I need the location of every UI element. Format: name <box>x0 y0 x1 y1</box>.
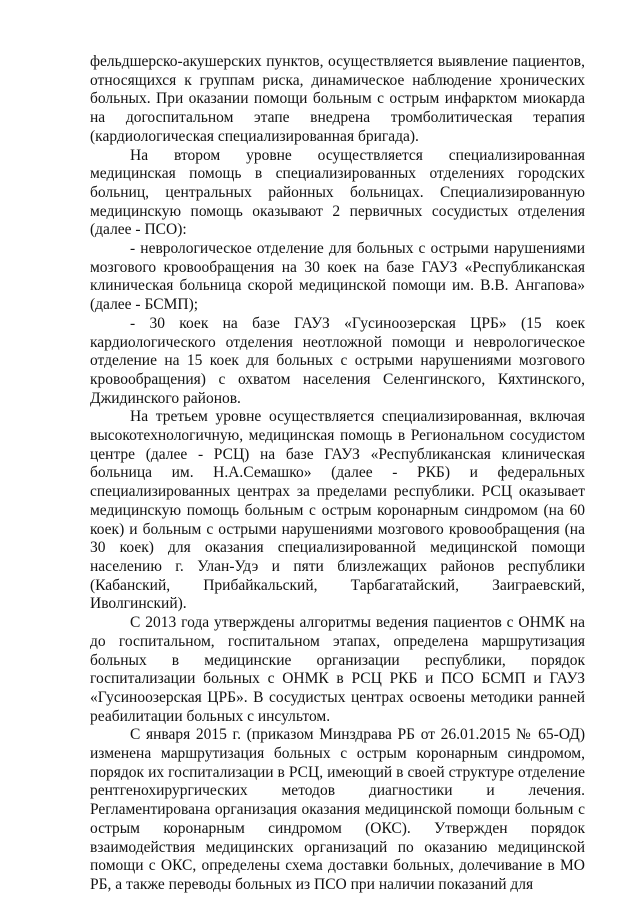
paragraph-oks-routing: С января 2015 г. (приказом Минздрава РБ от 26.01.2015 № 65-ОД) изменена маршрутизация больных с острым коронарным синдромом, порядок их госпитализации в РСЦ, имеющий в своей структуре отделение рентгенохирургических методов диагностики и лечения. Регламентирована организация оказания медицинской помощи больным с острым коронарным синдромом (ОКС). Утвержден порядок взаимодействия медицинских организаций по оказанию медицинской помощи с ОКС, определены схема доставки больных, долечивание в МО РБ, а также переводы больных из ПСО при наличии показаний для <box>90 726 585 893</box>
document-body <box>90 53 585 895</box>
list-item-gusinoozersk-crb: - 30 коек на базе ГАУЗ «Гусиноозерская ЦРБ» (15 коек кардиологического отделения неотложной помощи и неврологическое отделение на 15 коек для больных с острыми нарушениями мозгового кровообращения) с охватом населения Селенгинского, Кяхтинского, Джидинского районов. <box>90 314 585 407</box>
paragraph-fap-continuation: фельдшерско-акушерских пунктов, осуществляется выявление пациентов, относящихся к группам риска, динамическое наблюдение хронических больных. При оказании помощи больным с острым инфарктом миокарда на догоспитальном этапе внедрена тромболитическая терапия (кардиологическая специализированная бригада). <box>90 53 585 145</box>
list-item-neurology-department: - неврологическое отделение для больных с острыми нарушениями мозгового кровообращения на 30 коек на базе ГАУЗ «Республиканская клиническая больница скорой медицинской помощи им. В.В. Ангапова» (далее - БСМП); <box>90 240 585 314</box>
paragraph-second-level: На втором уровне осуществляется специализированная медицинская помощь в специализированных отделениях городских больниц, центральных районных больницах. Специализированную медицинскую помощь оказывают 2 первичных сосудистых отделения (далее - ПСО): <box>90 146 585 239</box>
paragraph-onmk-algorithms: С 2013 года утверждены алгоритмы ведения пациентов с ОНМК на до госпитальном, госпитальном этапах, определена маршрутизация больных в медицинские организации республики, порядок госпитализации больных с ОНМК в РСЦ РКБ и ПСО БСМП и ГАУЗ «Гусиноозерская ЦРБ». В сосудистых центрах освоены методики ранней реабилитации больных с инсультом. <box>90 614 585 725</box>
paragraph-third-level: На третьем уровне осуществляется специализированная, включая высокотехнологичную, медицинская помощь в Региональном сосудистом центре (далее - РСЦ) на базе ГАУЗ «Республиканская клиническая больница им. Н.А.Семашко» (далее - РКБ) и федеральных специализированных центрах за пределами республики. РСЦ оказывает медицинскую помощь больным с острым коронарным синдромом (на 60 коек) и больным с острыми нарушениями мозгового кровообращения (на 30 коек) для оказания специализированной медицинской помощи населению г. Улан-Удэ и пяти близлежащих районов республики (Кабанский, Прибайкальский, Тарбагатайский, Заиграевский, Иволгинский). <box>90 408 585 613</box>
